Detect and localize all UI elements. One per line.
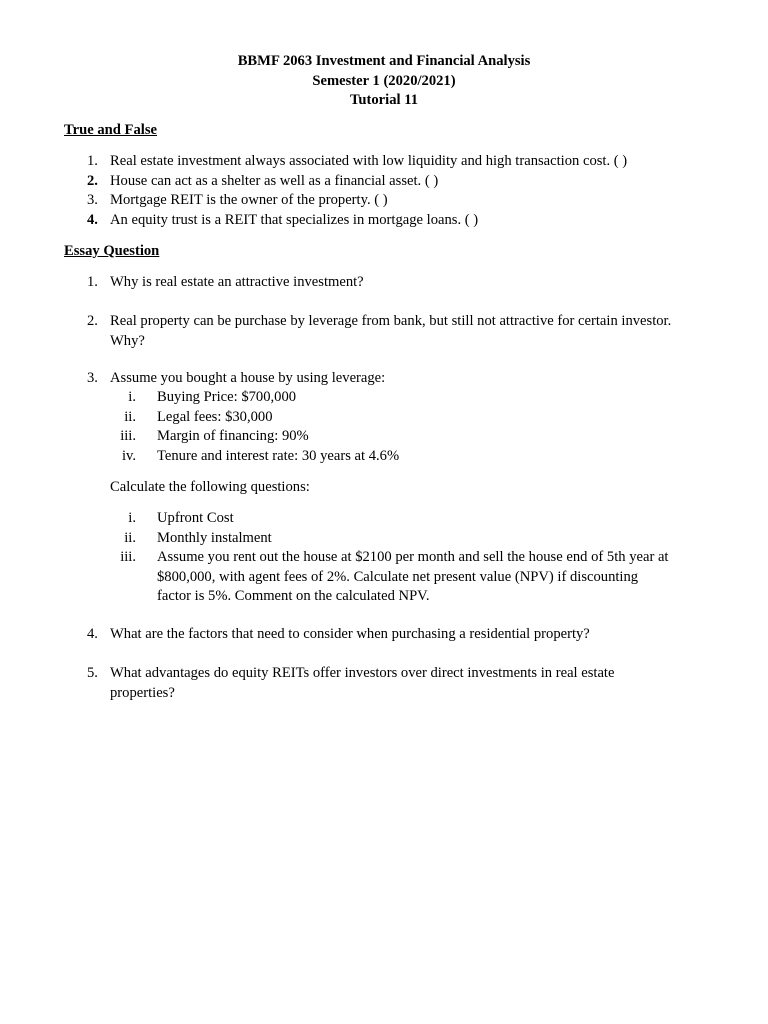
question-text: Why is real estate an attractive investment? [110, 274, 364, 290]
tf-item-number: 3. [87, 192, 98, 208]
calc-line: Assume you rent out the house at $2100 per month and sell the house end of 5th year at [157, 549, 669, 565]
tf-item-number: 4. [87, 211, 98, 228]
question-line: What advantages do equity REITs offer investors over direct investments in real estate [110, 665, 615, 681]
tf-item-number: 1. [87, 153, 98, 169]
roman-numeral: iv. [121, 447, 136, 464]
tf-item-text: An equity trust is a REIT that specializes in mortgage loans. ( ) [110, 211, 479, 228]
document-header [0, 52, 768, 111]
question-number: 4. [87, 626, 98, 642]
calc-line: factor is 5%. Comment on the calculated NPV. [157, 588, 430, 604]
question-line: properties? [110, 684, 175, 701]
roman-numeral: iii. [120, 428, 136, 444]
semester-line: Semester 1 (2020/2021) [312, 72, 456, 89]
calc-text: Upfront Cost [157, 510, 234, 526]
essay-heading: Essay Question [64, 243, 160, 259]
question-number: 3. [87, 370, 98, 386]
question-number: 2. [87, 313, 98, 329]
tutorial-number: Tutorial 11 [350, 92, 418, 108]
roman-numeral: ii. [124, 529, 136, 546]
question-number: 5. [87, 665, 98, 681]
roman-numeral: iii. [120, 549, 136, 565]
tf-item-text: Real estate investment always associated with low liquidity and high transaction cost. ( ) [110, 153, 628, 169]
tf-item-number: 2. [87, 172, 98, 189]
roman-numeral: ii. [124, 408, 136, 425]
given-text: Buying Price: $700,000 [157, 389, 297, 405]
calc-text: Monthly instalment [157, 529, 272, 546]
question-text: Assume you bought a house by using leverage: [110, 370, 386, 386]
given-text: Legal fees: $30,000 [157, 408, 273, 425]
roman-numeral: i. [128, 389, 136, 405]
question-text [110, 312, 725, 351]
question-text [110, 664, 725, 703]
tf-item-text: Mortgage REIT is the owner of the property. ( ) [110, 192, 388, 208]
roman-numeral: i. [128, 510, 136, 526]
tf-item-text: House can act as a shelter as well as a financial asset. ( ) [110, 172, 439, 189]
question-text: What are the factors that need to consider when purchasing a residential property? [110, 626, 590, 642]
true-false-heading: True and False [64, 122, 157, 138]
question-line: Real property can be purchase by leverage from bank, but still not attractive for certain investor. [110, 313, 672, 329]
question-line: Why? [110, 332, 145, 349]
calc-text [157, 548, 717, 607]
course-title: BBMF 2063 Investment and Financial Analysis [237, 53, 531, 69]
calc-line: $800,000, with agent fees of 2%. Calculate net present value (NPV) if discounting [157, 568, 639, 585]
given-text: Tenure and interest rate: 30 years at 4.6% [157, 447, 400, 464]
question-number: 1. [87, 274, 98, 290]
calculate-intro: Calculate the following questions: [110, 479, 310, 495]
given-text: Margin of financing: 90% [157, 428, 309, 444]
